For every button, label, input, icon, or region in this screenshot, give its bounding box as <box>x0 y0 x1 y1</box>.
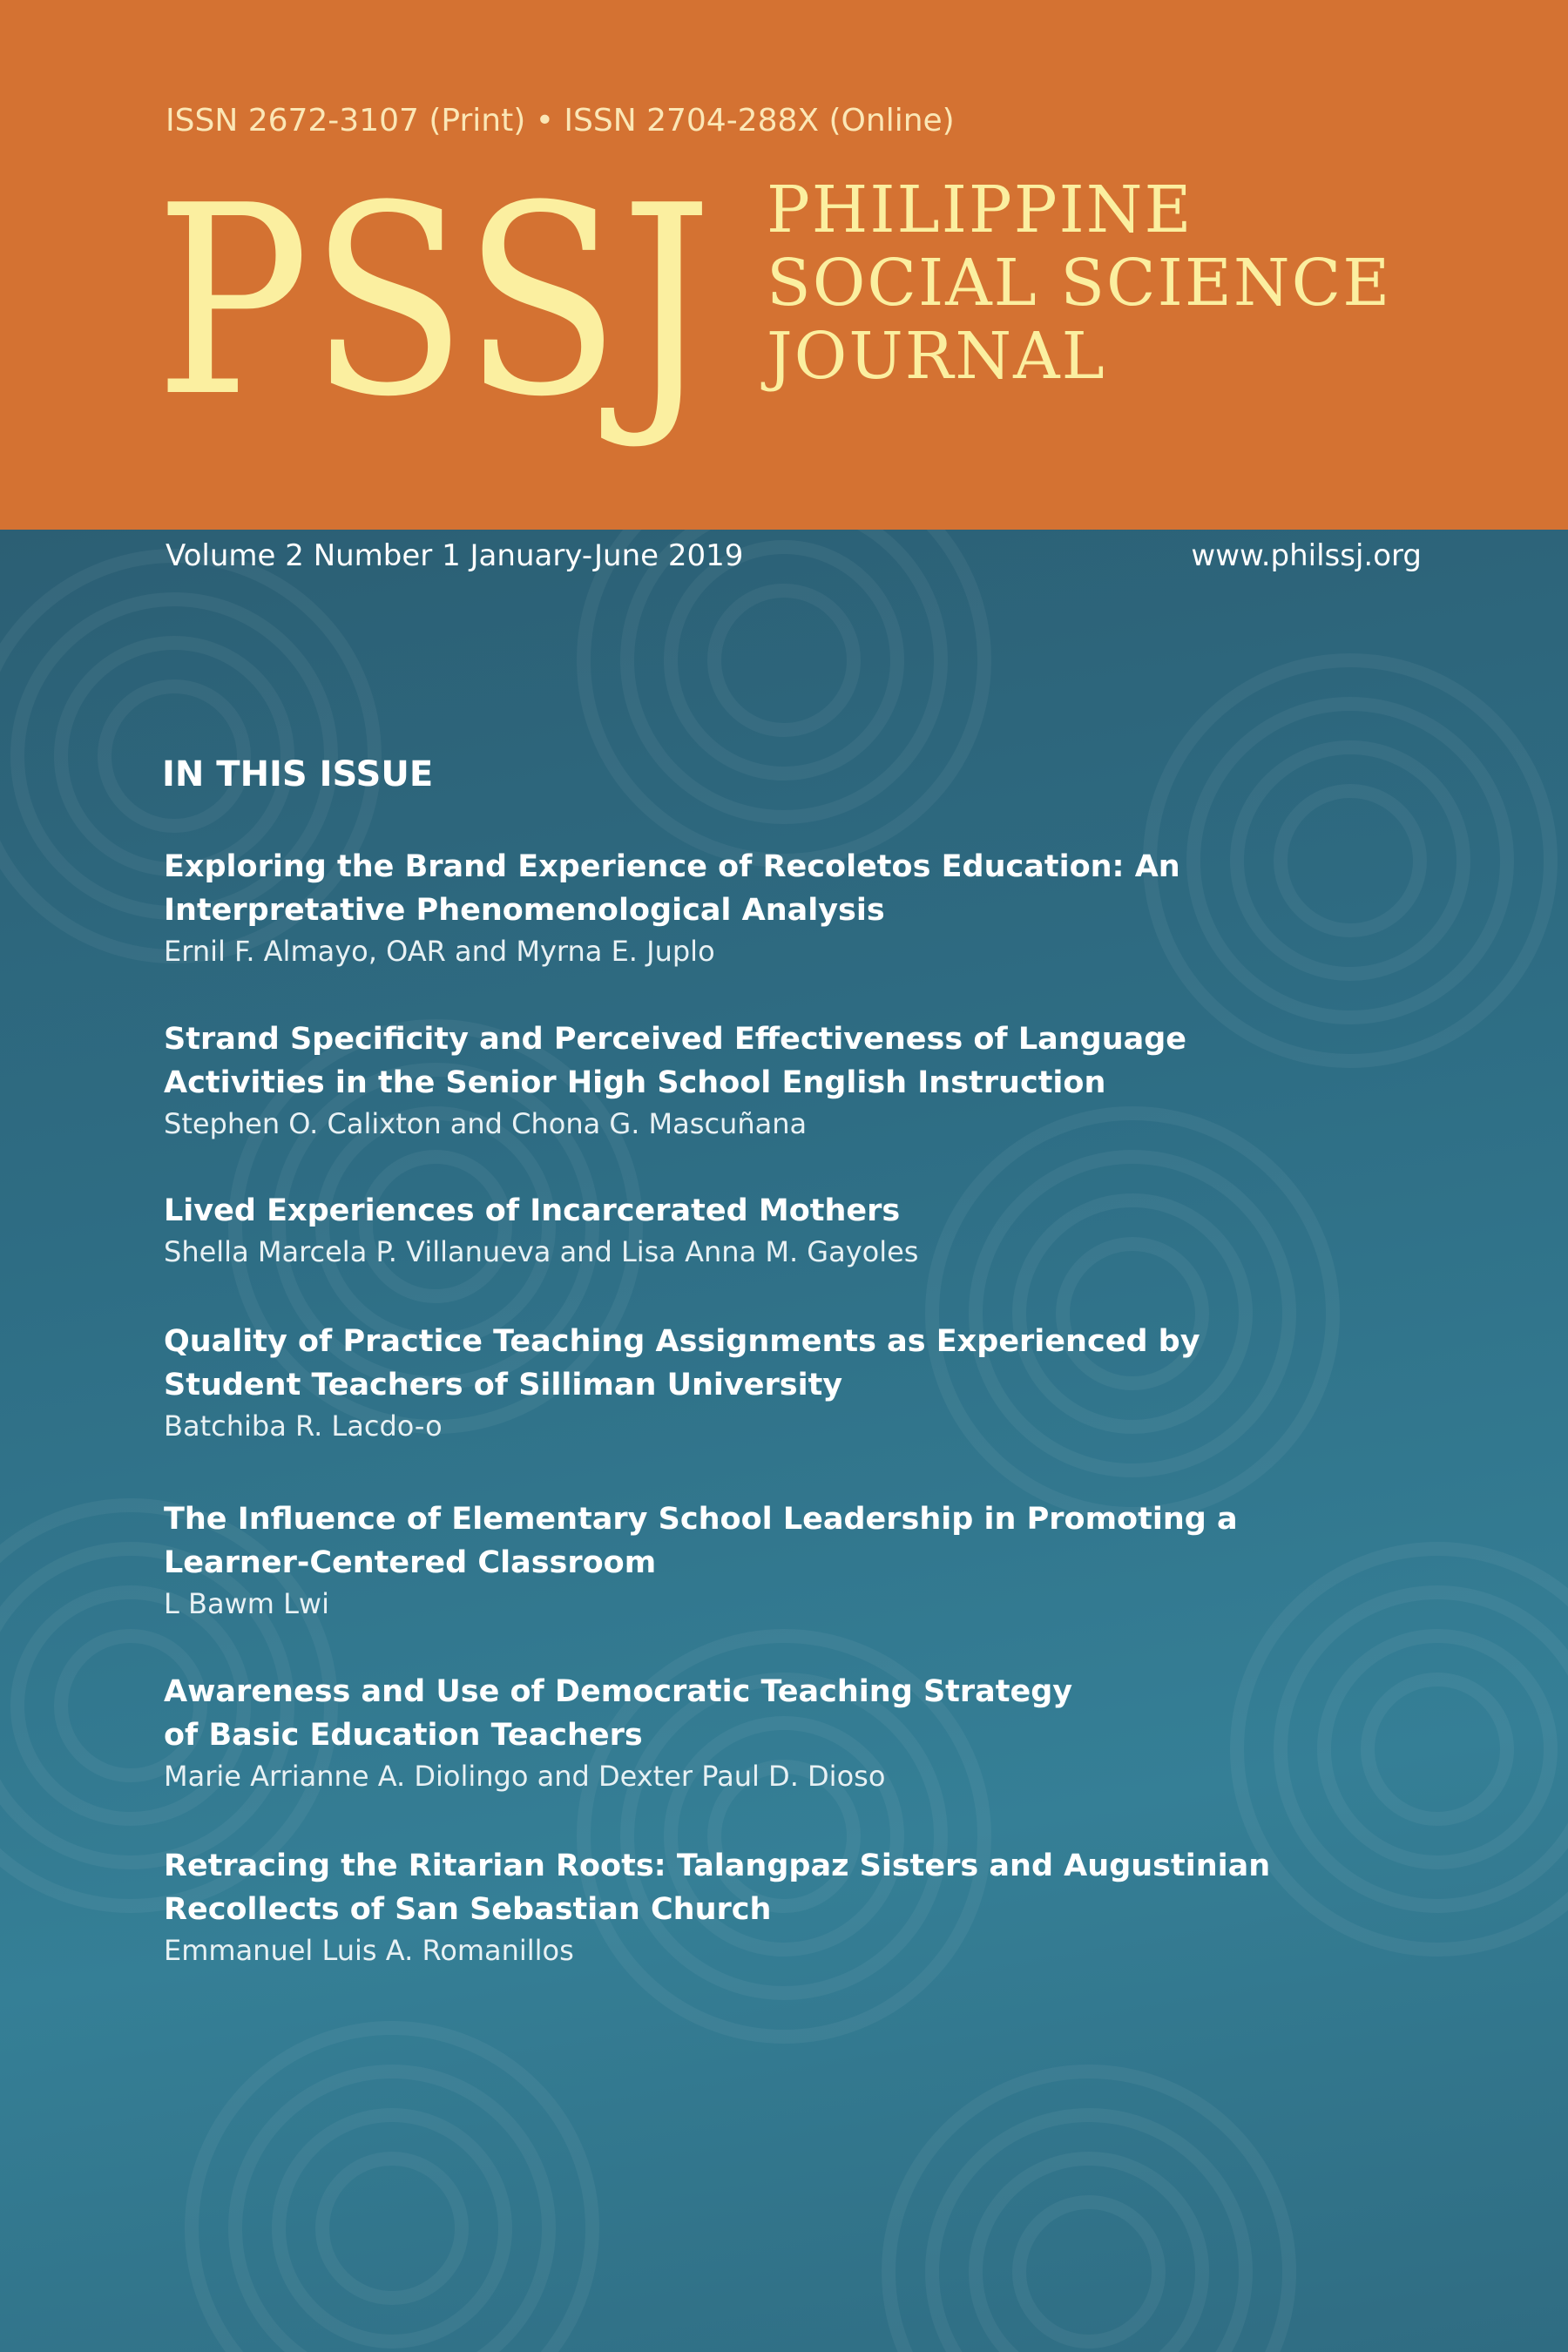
article-title-line: Strand Specificity and Perceived Effectiveness of Language <box>164 1022 1187 1057</box>
article-authors: Stephen O. Calixton and Chona G. Mascuñana <box>164 1107 808 1140</box>
masthead <box>0 0 1568 530</box>
article-entry <box>164 1320 1523 1445</box>
article-entry <box>164 1497 1523 1623</box>
logo-text: PSSJ <box>155 150 713 454</box>
in-this-issue-heading: IN THIS ISSUE <box>162 754 434 794</box>
article-entry <box>164 1844 1523 1970</box>
article-title-line: Exploring the Brand Experience of Recoletos Education: An <box>164 849 1180 884</box>
journal-title-line-1: PHILIPPINE <box>767 172 1193 247</box>
article-title-line: Interpretative Phenomenological Analysis <box>164 893 885 928</box>
article-authors: L Bawm Lwi <box>164 1587 329 1620</box>
article-entry <box>164 1189 1523 1271</box>
article-title-line: Student Teachers of Silliman University <box>164 1368 843 1402</box>
article-entry <box>164 1017 1523 1143</box>
article-title-line: Learner-Centered Classroom <box>164 1545 657 1580</box>
article-authors: Emmanuel Luis A. Romanillos <box>164 1934 574 1967</box>
article-title-line: The Influence of Elementary School Leadership in Promoting a <box>164 1502 1238 1537</box>
article-title-line: Retracing the Ritarian Roots: Talangpaz Sisters and Augustinian <box>164 1848 1271 1883</box>
article-title-line: Quality of Practice Teaching Assignments as Experienced by <box>164 1324 1200 1359</box>
article-entry <box>164 845 1523 970</box>
article-title-line: of Basic Education Teachers <box>164 1718 643 1753</box>
journal-title-line-2: SOCIAL SCIENCE <box>767 246 1392 321</box>
volume-issue-date: Volume 2 Number 1 January-June 2019 <box>166 538 744 573</box>
article-title-line: Awareness and Use of Democratic Teaching Strategy <box>164 1674 1073 1709</box>
article-title-line: Activities in the Senior High School English Instruction <box>164 1065 1106 1100</box>
article-title-line: Lived Experiences of Incarcerated Mothers <box>164 1193 901 1228</box>
article-authors: Batchiba R. Lacdo-o <box>164 1409 443 1443</box>
journal-website: www.philssj.org <box>1191 538 1422 573</box>
article-authors: Marie Arrianne A. Diolingo and Dexter Paul D. Dioso <box>164 1760 886 1793</box>
article-entry <box>164 1670 1523 1795</box>
article-authors: Ernil F. Almayo, OAR and Myrna E. Juplo <box>164 935 715 968</box>
issn-line: ISSN 2672-3107 (Print) • ISSN 2704-288X (Online) <box>166 103 955 139</box>
pssj-logo <box>155 148 730 479</box>
journal-title-line-3: JOURNAL <box>767 319 1106 394</box>
article-title-line: Recollects of San Sebastian Church <box>164 1892 772 1927</box>
article-authors: Shella Marcela P. Villanueva and Lisa Anna M. Gayoles <box>164 1235 919 1268</box>
